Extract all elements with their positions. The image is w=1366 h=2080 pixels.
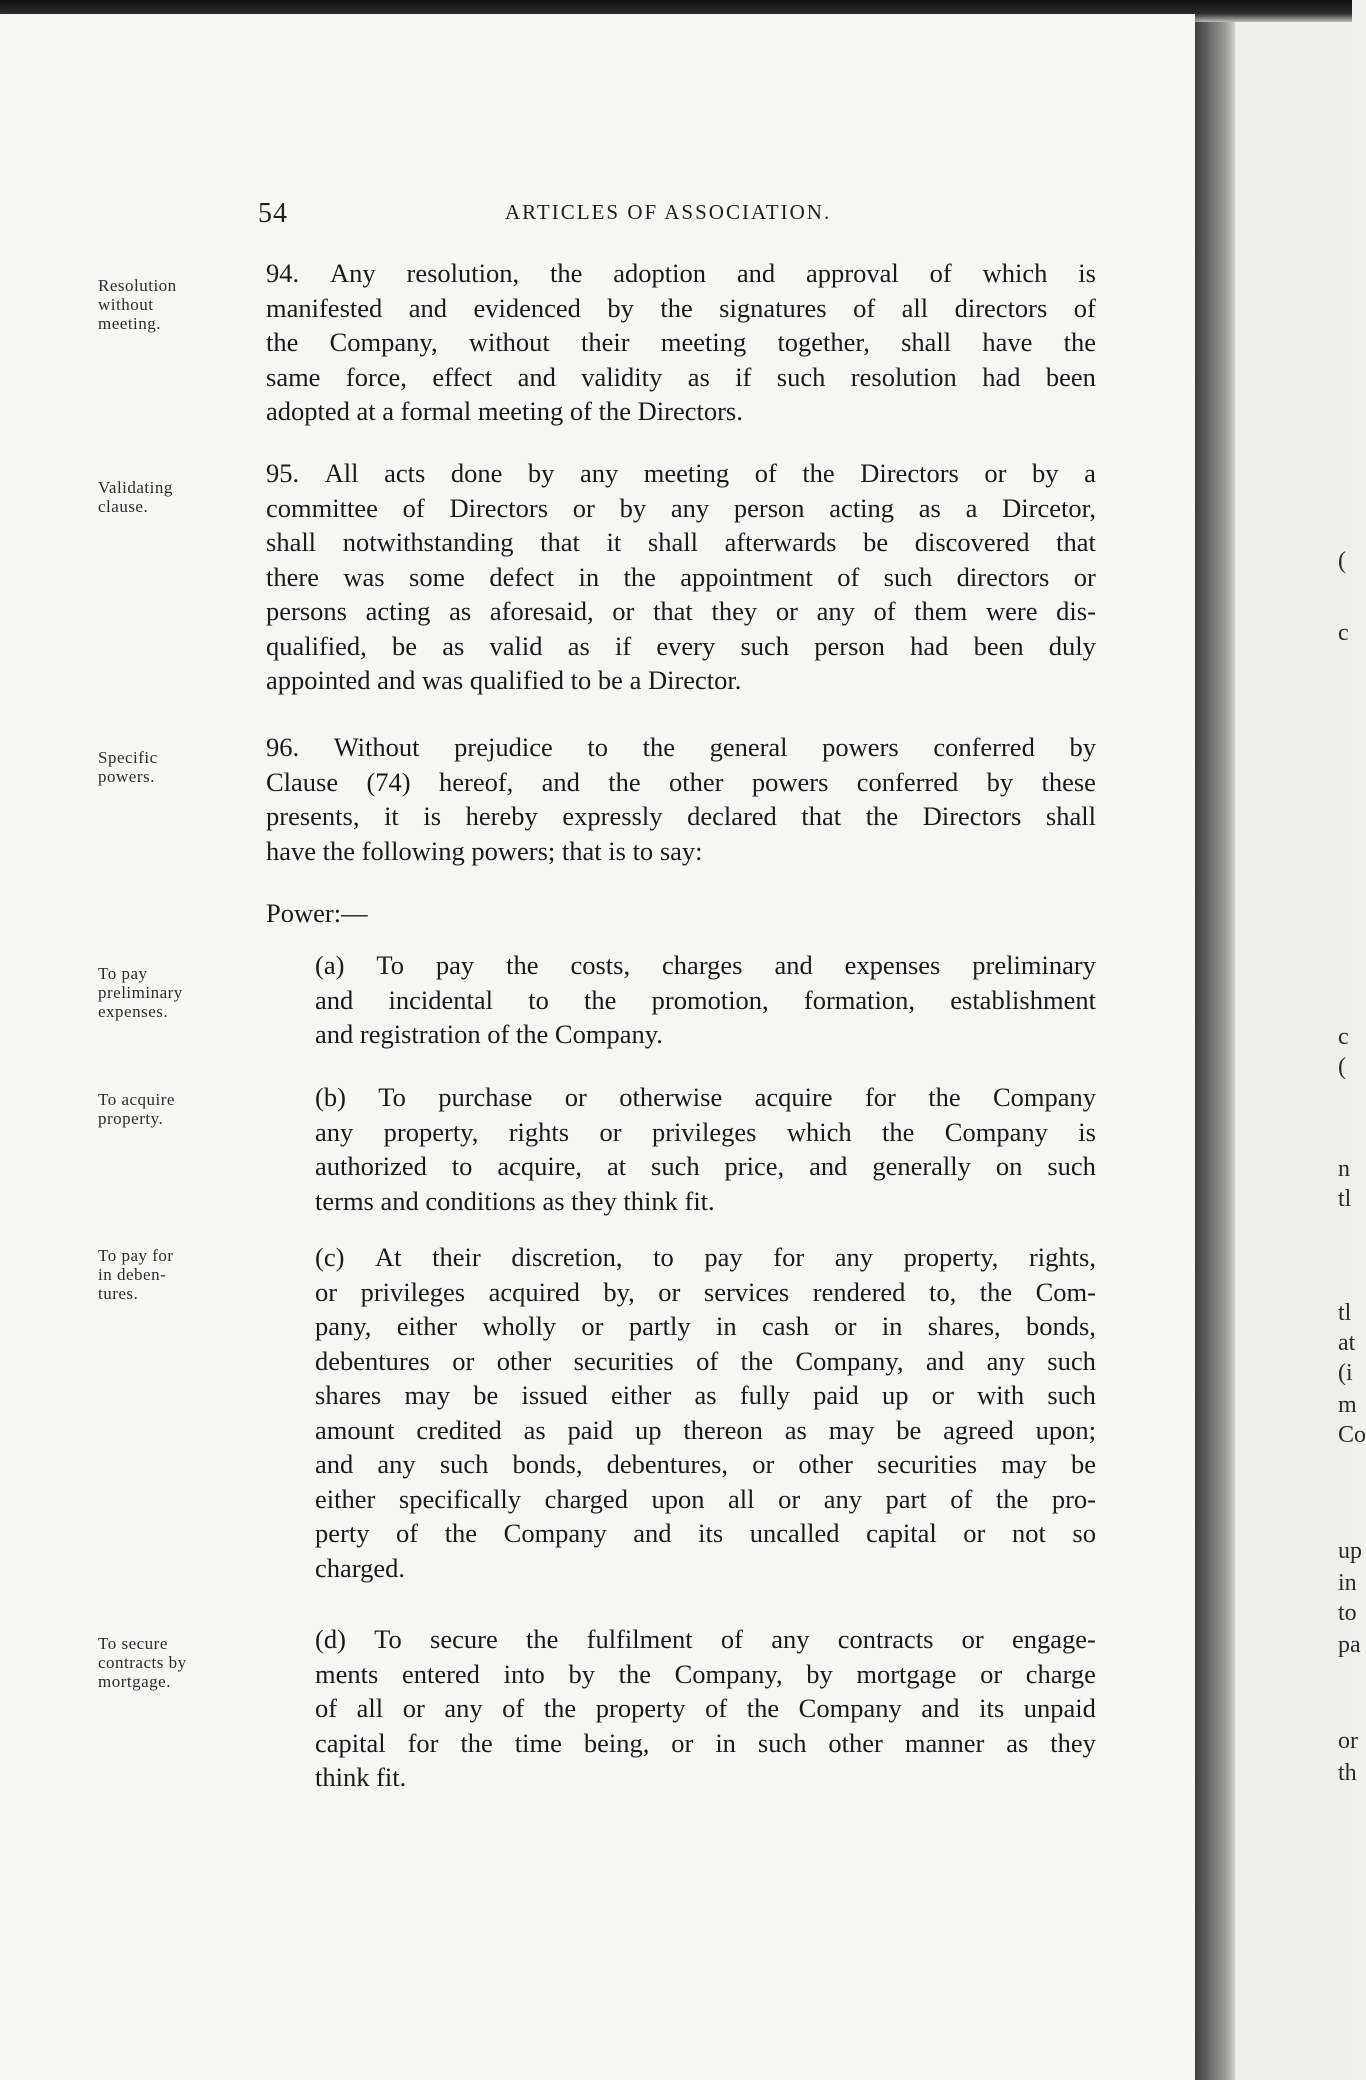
margin-note-acquire: To acquire property. <box>98 1090 175 1128</box>
text-line: manifested and evidenced by the signatures of all directors of <box>266 292 1096 323</box>
text-line: 96. Without prejudice to the general powers conferred by <box>266 732 1096 762</box>
text-line: capital for the time being, or in such other manner as they <box>315 1727 1096 1758</box>
text-line: think fit. <box>315 1762 407 1792</box>
clause-b <box>315 1080 1096 1218</box>
facing-page-fragment: pa <box>1338 1632 1361 1658</box>
page-number: 54 <box>258 198 288 229</box>
text-line: there was some defect in the appointment of such directors or <box>266 561 1096 592</box>
text-line: adopted at a formal meeting of the Directors. <box>266 396 743 426</box>
facing-page-fragment: tl <box>1338 1186 1352 1212</box>
paragraph-96 <box>266 730 1096 868</box>
facing-page-fragment: ( <box>1338 1054 1346 1080</box>
facing-page-fragment: c <box>1338 1024 1349 1050</box>
margin-note-validating: Validating clause. <box>98 478 173 516</box>
text-line: or privileges acquired by, or services rendered to, the Com- <box>315 1276 1096 1307</box>
text-line: Clause (74) hereof, and the other powers conferred by these <box>266 766 1096 797</box>
text-line: and any such bonds, debentures, or other securities may be <box>315 1449 1096 1479</box>
facing-page-fragment: m <box>1338 1392 1357 1418</box>
facing-page-fragment: or <box>1338 1728 1358 1754</box>
text-line: shares may be issued either as fully paid up or with such <box>315 1380 1096 1410</box>
text-line: either specifically charged upon all or any part of the pro- <box>315 1483 1096 1514</box>
text-line: authorized to acquire, at such price, and generally on such <box>315 1151 1096 1181</box>
text-line: (b) To purchase or otherwise acquire for the Company <box>315 1082 1096 1112</box>
text-line: the Company, without their meeting together, shall have the <box>266 327 1096 357</box>
clause-a <box>315 948 1096 1052</box>
text-line: committee of Directors or by any person acting as a Dircetor, <box>266 492 1096 523</box>
text-line: amount credited as paid up thereon as may be agreed upon; <box>315 1414 1096 1445</box>
text-line: perty of the Company and its uncalled capital or not so <box>315 1518 1096 1548</box>
text-line: and incidental to the promotion, formation, establishment <box>315 984 1096 1015</box>
text-line: qualified, be as valid as if every such person had been duly <box>266 630 1096 661</box>
text-line: and registration of the Company. <box>315 1019 663 1049</box>
text-line: charged. <box>315 1552 406 1583</box>
text-line: any property, rights or privileges which the Company is <box>315 1116 1096 1147</box>
text-line: ments entered into by the Company, by mortgage or charge <box>315 1658 1096 1689</box>
facing-page-fragment: c <box>1338 620 1349 646</box>
margin-note-debentures: To pay for in deben- tures. <box>98 1246 174 1303</box>
facing-page-fragment: in <box>1338 1570 1357 1596</box>
text-line: shall notwithstanding that it shall afterwards be discovered that <box>266 527 1096 557</box>
facing-page-fragment: up <box>1338 1538 1362 1564</box>
text-line: presents, it is hereby expressly declared that the Directors shall <box>266 801 1096 831</box>
power-heading: Power:— <box>266 898 368 928</box>
text-line: debentures or other securities of the Company, and any such <box>315 1345 1096 1376</box>
text-line: same force, effect and validity as if such resolution had been <box>266 361 1096 392</box>
margin-note-resolution: Resolution without meeting. <box>98 276 177 333</box>
running-head: ARTICLES OF ASSOCIATION. <box>505 200 832 224</box>
facing-page-fragment: at <box>1338 1330 1356 1356</box>
text-line: (a) To pay the costs, charges and expenses preliminary <box>315 950 1096 980</box>
margin-note-mortgage: To secure contracts by mortgage. <box>98 1634 187 1691</box>
text-line: have the following powers; that is to say: <box>266 835 703 866</box>
text-line: 94. Any resolution, the adoption and approval of which is <box>266 258 1096 288</box>
paragraph-95 <box>266 456 1096 698</box>
facing-page-fragment: (i <box>1338 1360 1353 1386</box>
clause-c <box>315 1240 1096 1585</box>
clause-d <box>315 1622 1096 1795</box>
facing-page-fragment: Co <box>1338 1422 1366 1448</box>
facing-page-fragment: to <box>1338 1600 1357 1626</box>
text-line: (c) At their discretion, to pay for any property, rights, <box>315 1242 1096 1272</box>
text-line: terms and conditions as they think fit. <box>315 1185 715 1216</box>
text-line: (d) To secure the fulfilment of any contracts or engage- <box>315 1624 1096 1654</box>
text-line: 95. All acts done by any meeting of the Directors or by a <box>266 458 1096 488</box>
book-spine <box>1195 22 1235 2080</box>
text-line: of all or any of the property of the Company and its unpaid <box>315 1693 1096 1723</box>
text-line: appointed and was qualified to be a Director. <box>266 665 742 695</box>
facing-page-fragment: tl <box>1338 1300 1352 1326</box>
margin-note-preliminary: To pay preliminary expenses. <box>98 964 183 1021</box>
facing-page-fragment: th <box>1338 1760 1357 1786</box>
facing-page-fragment: ( <box>1338 548 1346 574</box>
text-line: pany, either wholly or partly in cash or in shares, bonds, <box>315 1311 1096 1341</box>
facing-page <box>1235 22 1366 2080</box>
facing-page-fragment: n <box>1338 1156 1350 1182</box>
paragraph-94 <box>266 256 1096 429</box>
margin-note-specific-powers: Specific powers. <box>98 748 158 786</box>
text-line: persons acting as aforesaid, or that they or any of them were dis- <box>266 596 1096 626</box>
